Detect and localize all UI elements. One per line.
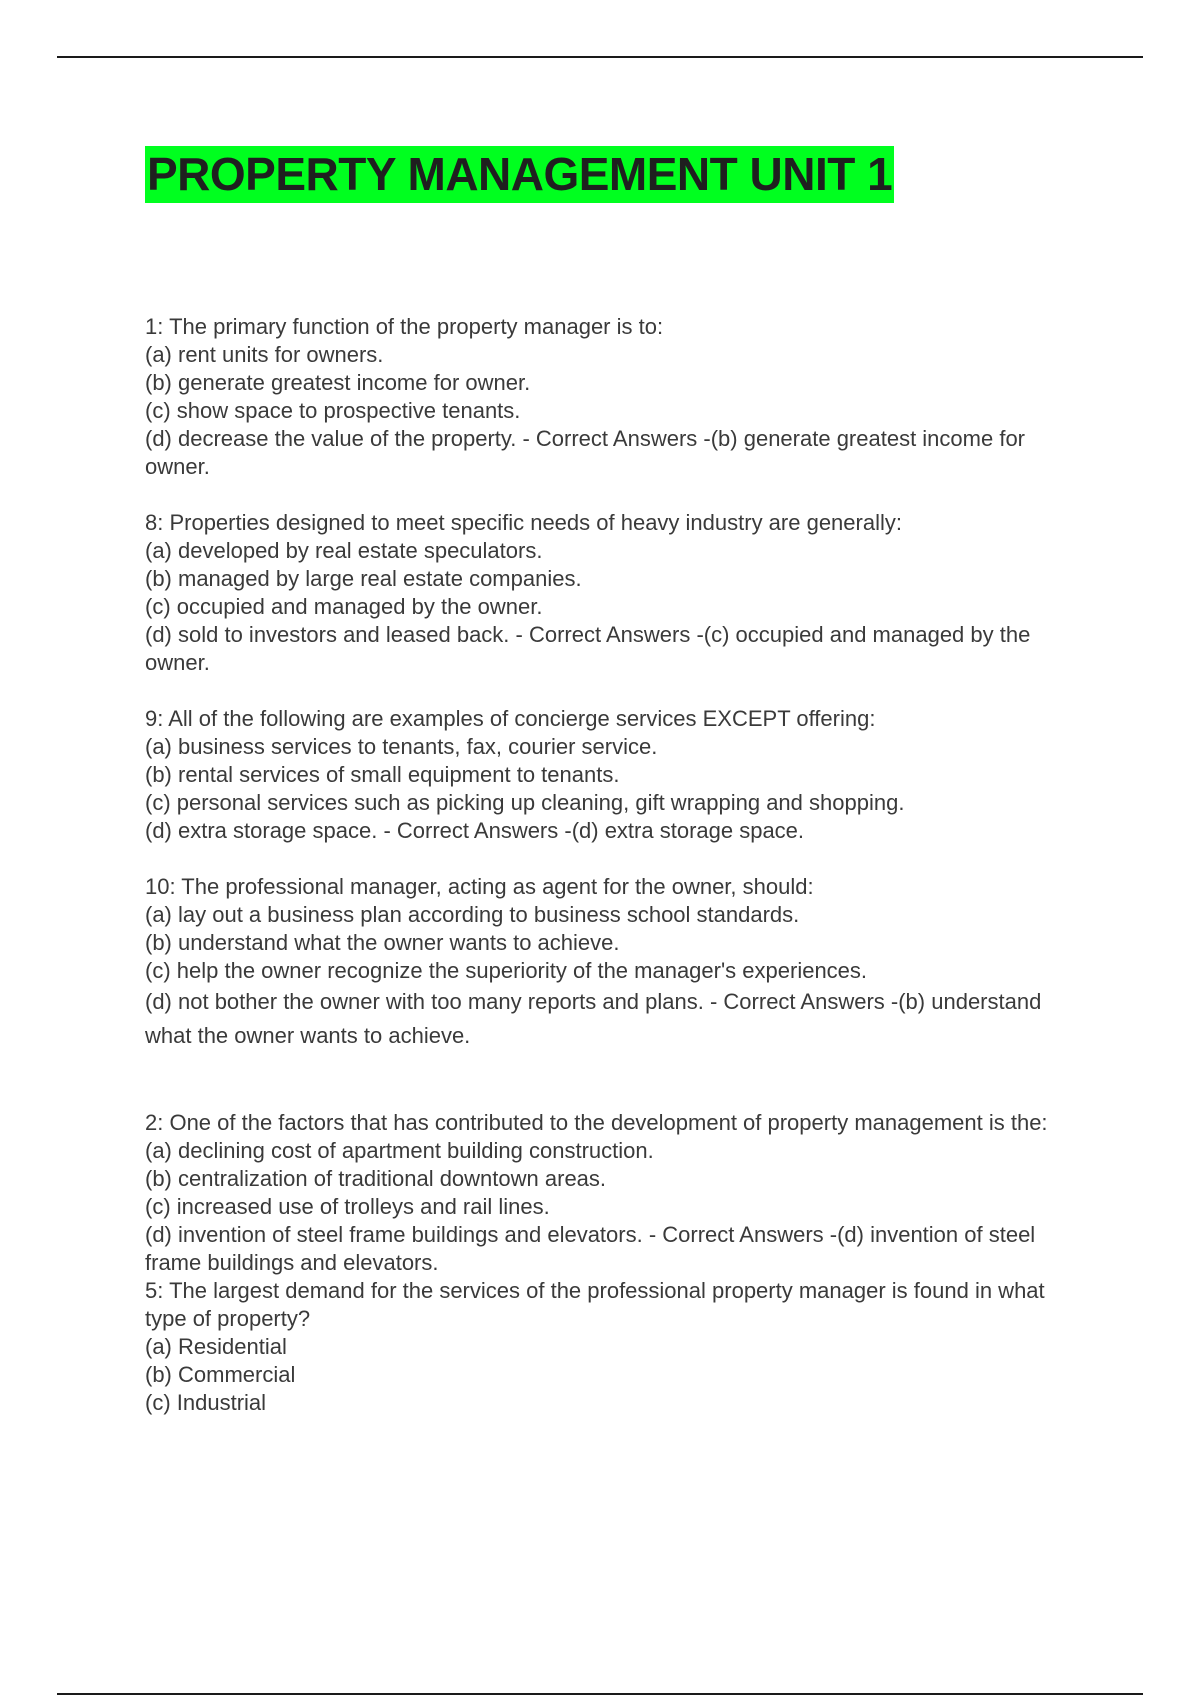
answer-option: (b) generate greatest income for owner. (145, 370, 531, 395)
answer-option: (a) lay out a business plan according to business school standards. (145, 902, 800, 927)
answer-option: (c) personal services such as picking up cleaning, gift wrapping and shopping. (145, 790, 905, 815)
answer-option: (a) Residential (145, 1334, 287, 1359)
answer-option: (b) Commercial (145, 1362, 296, 1387)
question-9 (145, 705, 1085, 845)
page-title: PROPERTY MANAGEMENT UNIT 1 (145, 146, 894, 203)
answer-option: (c) show space to prospective tenants. (145, 398, 521, 423)
answer-option: (a) developed by real estate speculators. (145, 538, 543, 563)
answer-option: (c) Industrial (145, 1390, 267, 1415)
question-prompt: 5: The largest demand for the services of the professional property manager is found in what type of property? (145, 1278, 1045, 1331)
answer-option-with-correct-answer: (d) extra storage space. - Correct Answers -(d) extra storage space. (145, 818, 805, 843)
question-prompt: 10: The professional manager, acting as agent for the owner, should: (145, 874, 814, 899)
question-1 (145, 313, 1085, 481)
question-5 (145, 1277, 1085, 1417)
question-10 (145, 873, 1085, 1053)
answer-option: (b) managed by large real estate companies. (145, 566, 582, 591)
answer-option: (a) business services to tenants, fax, courier service. (145, 734, 658, 759)
answer-option: (b) centralization of traditional downtown areas. (145, 1166, 607, 1191)
answer-option-with-correct-answer: (d) not bother the owner with too many reports and plans. - Correct Answers -(b) understand what the owner wants to achieve. (145, 989, 1042, 1048)
question-prompt: 1: The primary function of the property manager is to: (145, 314, 664, 339)
document-body (145, 313, 1085, 1417)
question-prompt: 2: One of the factors that has contributed to the development of property management is the: (145, 1110, 1048, 1135)
answer-option: (b) understand what the owner wants to achieve. (145, 930, 620, 955)
question-prompt: 8: Properties designed to meet specific needs of heavy industry are generally: (145, 510, 902, 535)
answer-option: (c) increased use of trolleys and rail lines. (145, 1194, 550, 1219)
question-prompt: 9: All of the following are examples of concierge services EXCEPT offering: (145, 706, 876, 731)
answer-option-with-correct-answer: (d) decrease the value of the property. - Correct Answers -(b) generate greatest income for owner. (145, 426, 1025, 479)
bottom-rule (57, 1693, 1143, 1695)
answer-option: (b) rental services of small equipment to tenants. (145, 762, 620, 787)
question-8 (145, 509, 1085, 677)
top-rule (57, 56, 1143, 58)
answer-option: (a) rent units for owners. (145, 342, 384, 367)
question-2 (145, 1109, 1085, 1277)
answer-option: (c) help the owner recognize the superiority of the manager's experiences. (145, 958, 868, 983)
answer-option: (c) occupied and managed by the owner. (145, 594, 543, 619)
answer-option: (a) declining cost of apartment building construction. (145, 1138, 654, 1163)
answer-option-with-correct-answer: (d) sold to investors and leased back. - Correct Answers -(c) occupied and managed by the owner. (145, 622, 1031, 675)
answer-option-with-correct-answer: (d) invention of steel frame buildings and elevators. - Correct Answers -(d) invention of steel frame buildings and elevators. (145, 1222, 1036, 1275)
